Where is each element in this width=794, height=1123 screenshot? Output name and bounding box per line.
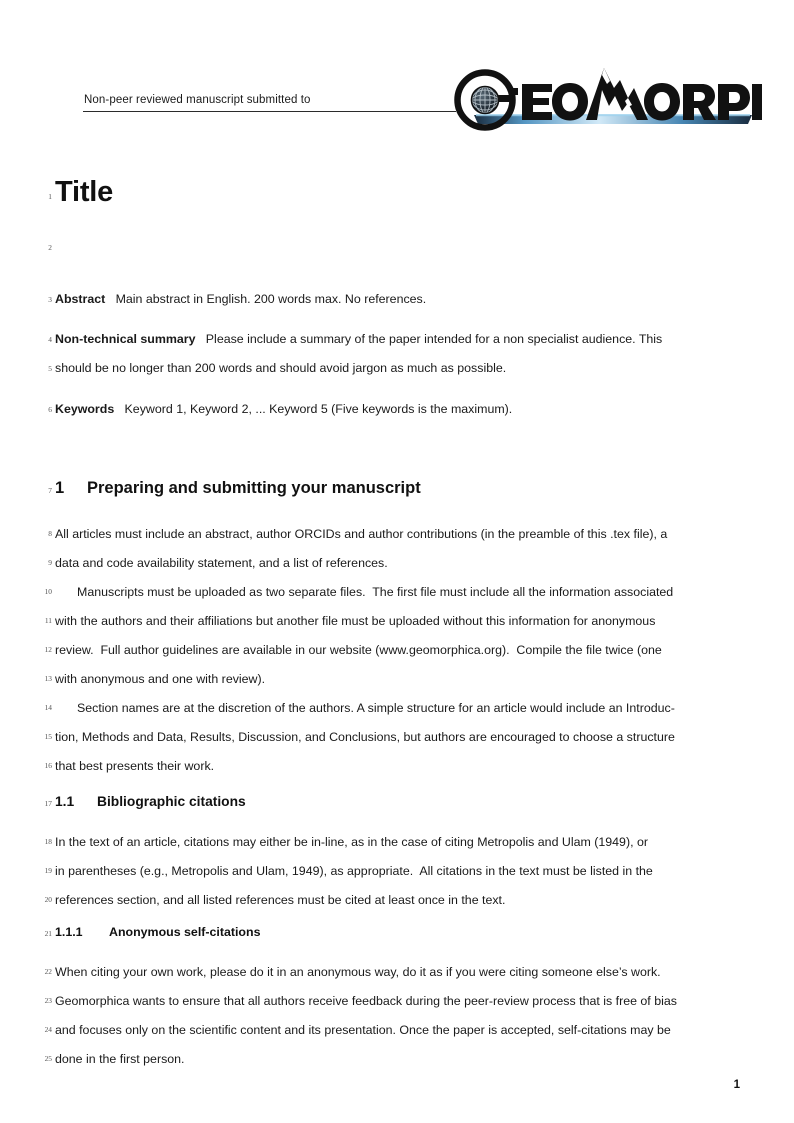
line-number: 21 [44, 929, 52, 938]
section-1-1-number: 1.1 [55, 794, 75, 809]
body-line: In the text of an article, citations may either be in-line, as in the case of citing Metropolis and Ulam (1949), or [55, 835, 648, 849]
body-row [0, 1022, 794, 1042]
body-row [0, 758, 794, 778]
section-1-1-1-number: 1.1.1 [55, 925, 83, 939]
body-line [55, 700, 739, 716]
abstract-label: Abstract [55, 292, 106, 306]
line-number: 24 [44, 1025, 52, 1034]
line-number: 10 [44, 587, 52, 596]
nontechnical-summary-text [55, 331, 739, 347]
nontechnical-summary-body: Please include a summary of the paper intended for a non specialist audience. This [205, 332, 663, 346]
keywords-row [0, 401, 794, 421]
body-line: and focuses only on the scientific content and its presentation. Once the paper is accepted, self-citations may be [55, 1023, 671, 1037]
section-1-heading [55, 479, 421, 498]
body-row [0, 993, 794, 1013]
nontechnical-summary-row-2 [0, 360, 794, 380]
submission-note: Non-peer reviewed manuscript submitted to [84, 94, 311, 106]
title-block [0, 176, 794, 216]
section-1-1-1-heading [55, 925, 260, 939]
body-line: that best presents their work. [55, 759, 215, 773]
body-row [0, 642, 794, 662]
line-number: 20 [44, 895, 52, 904]
body-row [0, 834, 794, 854]
abstract-body: Main abstract in English. 200 words max. No references. [115, 292, 427, 306]
line-number: 7 [48, 486, 52, 495]
section-1-number: 1 [55, 479, 65, 497]
body-line: Geomorphica wants to ensure that all authors receive feedback during the peer-review process that is free of bias [55, 994, 677, 1008]
body-line: in parentheses (e.g., Metropolis and Ulam, 1949), as appropriate. All citations in the text must be listed in the [55, 864, 653, 878]
section-1-1-title: Bibliographic citations [97, 794, 246, 809]
keywords-body: Keyword 1, Keyword 2, ... Keyword 5 (Five keywords is the maximum). [124, 402, 513, 416]
abstract-row [0, 291, 794, 311]
body-line: review. Full author guidelines are available in our website (www.geomorphica.org). Compile the file twice (one [55, 643, 662, 657]
body-row [0, 1051, 794, 1071]
body-line-text: Manuscripts must be uploaded as two separate files. The first file must include all the information associated [77, 585, 674, 599]
body-row [0, 863, 794, 883]
section-1-title: Preparing and submitting your manuscript [87, 479, 421, 497]
line-number: 25 [44, 1054, 52, 1063]
nontechnical-summary-label: Non-technical summary [55, 332, 196, 346]
body-line-text: Section names are at the discretion of the authors. A simple structure for an article would include an Introduc- [77, 701, 675, 715]
logo-mountain-m [586, 68, 648, 120]
body-row [0, 892, 794, 912]
body-row [0, 526, 794, 546]
body-line: references section, and all listed references must be cited at least once in the text. [55, 893, 506, 907]
line-number: 17 [44, 799, 52, 808]
body-line: tion, Methods and Data, Results, Discussion, and Conclusions, but authors are encouraged to choose a structure [55, 730, 675, 744]
line-number: 12 [44, 645, 52, 654]
body-line [55, 584, 739, 600]
nontechnical-summary-row [0, 331, 794, 351]
body-row [0, 729, 794, 749]
line-number: 4 [48, 335, 52, 344]
line-number: 3 [48, 295, 52, 304]
body-row [0, 584, 794, 604]
page-title: Title [55, 176, 114, 208]
section-1-1-1-row [0, 925, 794, 945]
page-number: 1 [733, 1079, 740, 1091]
keywords-text [55, 401, 739, 417]
body-row [0, 671, 794, 691]
line-number: 9 [48, 558, 52, 567]
line-number: 2 [48, 243, 52, 252]
abstract-text [55, 291, 739, 307]
body-line: All articles must include an abstract, author ORCIDs and author contributions (in the preamble of this .tex file), a [55, 527, 668, 541]
body-line: data and code availability statement, and a list of references. [55, 556, 388, 570]
body-row [0, 555, 794, 575]
line-number: 6 [48, 405, 52, 414]
line-number: 11 [44, 616, 52, 625]
line-number: 14 [44, 703, 52, 712]
body-row [0, 613, 794, 633]
body-line: with anonymous and one with review). [55, 672, 266, 686]
line-number: 5 [48, 364, 52, 373]
line-number: 19 [44, 866, 52, 875]
line-number: 13 [44, 674, 52, 683]
page-header [0, 58, 794, 138]
line-number: 18 [44, 837, 52, 846]
header-rule [83, 111, 456, 112]
body-row [0, 964, 794, 984]
line-number: 23 [44, 996, 52, 1005]
geomorphica-logo [452, 58, 762, 136]
nontechnical-summary-body-2: should be no longer than 200 words and should avoid jargon as much as possible. [55, 361, 507, 375]
line-number: 16 [44, 761, 52, 770]
body-line: with the authors and their affiliations but another file must be uploaded without this information for anonymous [55, 614, 656, 628]
section-1-1-1-title: Anonymous self-citations [109, 925, 261, 939]
body-row [0, 700, 794, 720]
section-1-1-heading [55, 794, 246, 809]
body-line: When citing your own work, please do it in an anonymous way, do it as if you were citing someone else’s work. [55, 965, 661, 979]
line-number: 15 [44, 732, 52, 741]
line-number: 1 [48, 192, 52, 201]
body-line: done in the first person. [55, 1052, 185, 1066]
line-number: 22 [44, 967, 52, 976]
keywords-label: Keywords [55, 402, 115, 416]
line-number: 8 [48, 529, 52, 538]
section-1-row [0, 479, 794, 499]
section-1-1-row [0, 794, 794, 814]
